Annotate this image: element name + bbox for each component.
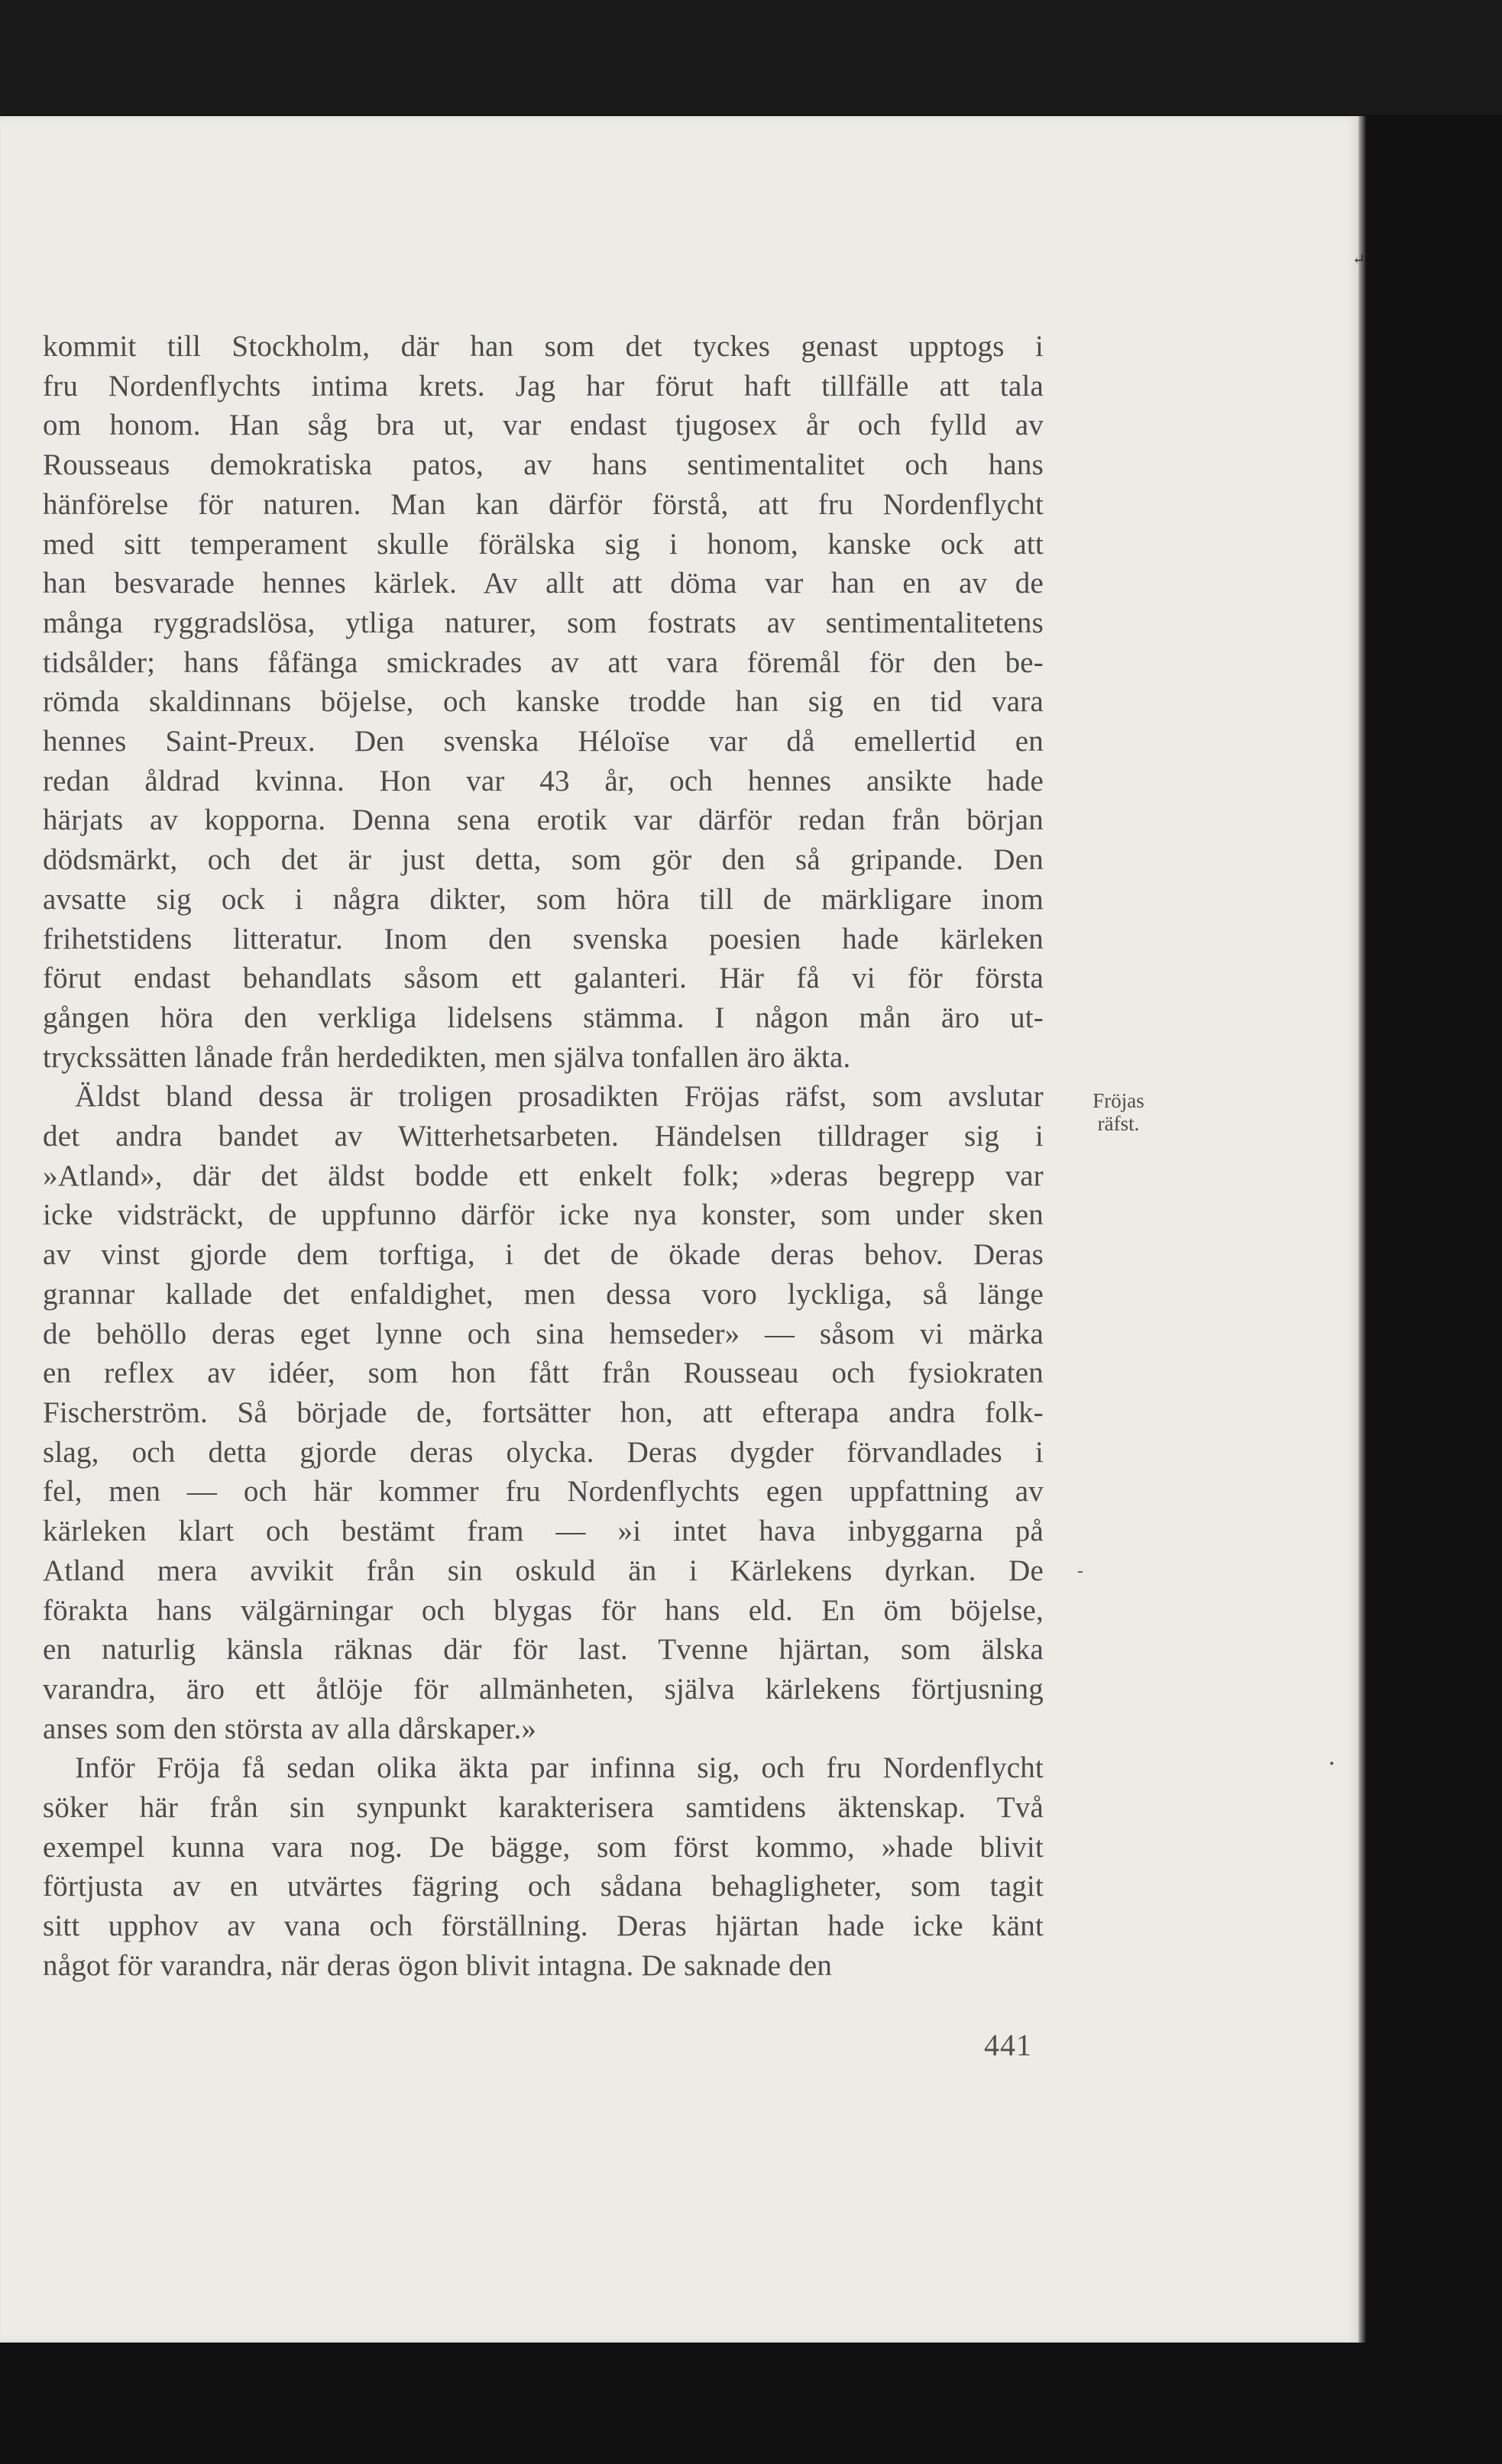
margin-note (1076, 1089, 1160, 1135)
text-line: kommit till Stockholm, där han som det tyckes genast upptogs i (43, 330, 1044, 363)
text-line: kärleken klart och bestämt fram — »i intet hava inbyggarna på (43, 1515, 1044, 1548)
text-line: av vinst gjorde dem torftiga, i det de ökade deras behov. Deras (43, 1238, 1044, 1272)
text-line: det andra bandet av Witterhetsarbeten. Händelsen tilldrager sig i (43, 1120, 1044, 1153)
page-edge (1358, 116, 1366, 2343)
text-line: römda skaldinnans böjelse, och kanske trodde han sig en tid vara (43, 685, 1044, 719)
text-line: förakta hans välgärningar och blygas för hans eld. En öm böjelse, (43, 1593, 1044, 1627)
text-line: Rousseaus demokratiska patos, av hans sentimentalitet och hans (43, 448, 1044, 482)
text-line: sitt upphov av vana och förställning. Deras hjärtan hade icke känt (43, 1909, 1044, 1943)
top-shadow (0, 0, 1502, 115)
text-line: frihetstidens litteratur. Inom den svenska poesien hade kärleken (43, 922, 1044, 956)
text-line: hänförelse för naturen. Man kan därför förstå, att fru Nordenflycht (43, 487, 1044, 521)
text-line: många ryggradslösa, ytliga naturer, som fostrats av sentimentalitetens (43, 606, 1044, 639)
text-line: förut endast behandlats såsom ett galanteri. Här få vi för första (43, 962, 1044, 995)
margin-note-subtitle: räfst. (1097, 1112, 1140, 1135)
margin-note-title: Fröjas (1093, 1089, 1144, 1112)
text-line: han besvarade hennes kärlek. Av allt att döma var han en av de (43, 567, 1044, 600)
text-line: anses som den största av alla dårskaper.» (43, 1712, 537, 1745)
text-line: härjats av kopporna. Denna sena erotik var därför redan från början (43, 804, 1044, 837)
text-line: om honom. Han såg bra ut, var endast tjugosex år och fylld av (43, 409, 1044, 442)
text-line: tidsålder; hans fåfänga smickrades av att vara föremål för den be- (43, 645, 1044, 679)
margin-dash: - (1077, 1561, 1083, 1581)
text-line: »Atland», där det äldst bodde ett enkelt folk; »deras begrepp var (43, 1159, 1044, 1192)
text-line: fru Nordenflychts intima krets. Jag har förut haft tillfälle att tala (43, 369, 1044, 403)
text-line: med sitt temperament skulle förälska sig i honom, kanske ock att (43, 527, 1044, 561)
text-line: hennes Saint-Preux. Den svenska Héloïse var då emellertid en (43, 725, 1044, 758)
text-line: söker här från sin synpunkt karakterisera samtidens äktenskap. Två (43, 1791, 1044, 1825)
text-line: icke vidsträckt, de uppfunno därför icke nya konster, som under sken (43, 1198, 1044, 1232)
margin-dot: • (1329, 1756, 1335, 1771)
text-line: avsatte sig ock i några dikter, som höra till de märkligare inom (43, 882, 1044, 916)
text-line: en reflex av idéer, som hon fått från Rousseau och fysiokraten (43, 1356, 1044, 1390)
text-line: de behöllo deras eget lynne och sina hemseder» — såsom vi märka (43, 1317, 1044, 1350)
page-number: 441 (984, 2028, 1032, 2062)
text-line: Äldst bland dessa är troligen prosadikten Fröjas räfst, som avslutar (75, 1080, 1044, 1114)
text-line: gången höra den verkliga lidelsens stämma. I någon mån äro ut- (43, 1001, 1044, 1034)
body-text (43, 327, 1044, 1986)
text-line: förtjusta av en utvärtes fägring och sådana behagligheter, som tagit (43, 1870, 1044, 1903)
bottom-shadow (0, 2343, 1502, 2464)
text-line: Atland mera avvikit från sin oskuld än i Kärlekens dyrkan. De (43, 1554, 1044, 1587)
text-line: exempel kunna vara nog. De bägge, som först kommo, »hade blivit (43, 1830, 1044, 1864)
text-line: Fischerström. Så började de, fortsätter hon, att efterapa andra folk- (43, 1395, 1044, 1429)
text-line: dödsmärkt, och det är just detta, som gör den så gripande. Den (43, 843, 1044, 877)
page-curl-mark: ↵ (1352, 251, 1365, 268)
text-line: grannar kallade det enfaldighet, men dessa voro lyckliga, så länge (43, 1277, 1044, 1311)
text-line: varandra, äro ett åtlöje för allmänheten, själva kärlekens förtjusning (43, 1672, 1044, 1706)
text-line: redan åldrad kvinna. Hon var 43 år, och hennes ansikte hade (43, 764, 1044, 797)
text-line: något för varandra, när deras ögon blivit intagna. De saknade den (43, 1948, 833, 1982)
text-line: Inför Fröja få sedan olika äkta par infinna sig, och fru Nordenflycht (75, 1751, 1044, 1785)
text-line: slag, och detta gjorde deras olycka. Deras dygder förvandlades i (43, 1435, 1044, 1469)
text-line: tryckssätten lånade från herdedikten, men själva tonfallen äro äkta. (43, 1040, 851, 1074)
text-line: en naturlig känsla räknas där för last. Tvenne hjärtan, som älska (43, 1633, 1044, 1667)
text-line: fel, men — och här kommer fru Nordenflychts egen uppfattning av (43, 1475, 1044, 1508)
